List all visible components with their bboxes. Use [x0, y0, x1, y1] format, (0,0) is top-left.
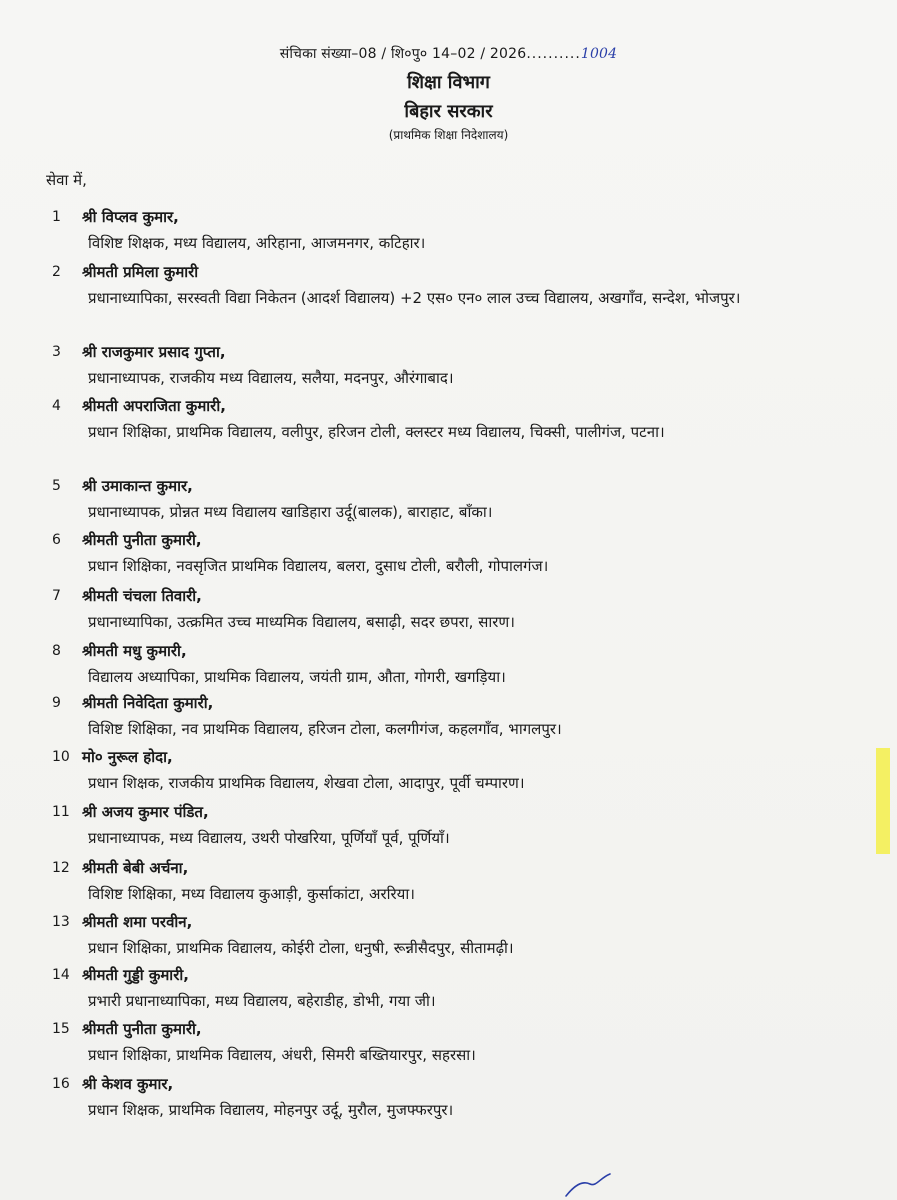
item-number: 13 [52, 914, 70, 930]
item-number: 9 [52, 695, 61, 711]
item-number: 11 [52, 804, 70, 820]
recipient-name: श्री राजकुमार प्रसाद गुप्ता, [82, 343, 226, 361]
recipient-name: श्रीमती शमा परवीन, [82, 913, 193, 931]
recipient-name: मो० नुरूल होदा, [82, 748, 173, 766]
recipient-designation: प्रधान शिक्षिका, नवसृजित प्राथमिक विद्यालय, बलरा, दुसाध टोली, बरौली, गोपालगंज। [88, 557, 549, 575]
handwritten-number: 1004 [580, 46, 618, 62]
signature-mark [560, 1168, 620, 1198]
government-title: बिहार सरकार [404, 101, 493, 122]
department-title: शिक्षा विभाग [407, 72, 490, 93]
item-number: 5 [52, 478, 61, 494]
item-number: 10 [52, 749, 70, 765]
item-number: 2 [52, 264, 61, 280]
recipient-name: श्रीमती प्रमिला कुमारी [82, 263, 199, 281]
item-number: 15 [52, 1021, 70, 1037]
recipient-designation: प्रधानाध्यापक, मध्य विद्यालय, उथरी पोखरिया, पूर्णियाँ पूर्व, पूर्णियाँ। [88, 829, 450, 847]
recipient-name: श्री विप्लव कुमार, [82, 208, 179, 226]
recipient-name: श्री उमाकान्त कुमार, [82, 477, 193, 495]
recipient-designation: प्रधानाध्यापिका, उत्क्रमित उच्च माध्यमिक विद्यालय, बसाढ़ी, सदर छपरा, सारण। [88, 613, 515, 631]
item-number: 6 [52, 532, 61, 548]
recipient-name: श्रीमती चंचला तिवारी, [82, 587, 202, 605]
recipient-name: श्रीमती बेबी अर्चना, [82, 859, 189, 877]
recipient-designation: प्रभारी प्रधानाध्यापिका, मध्य विद्यालय, बहेराडीह, डोभी, गया जी। [88, 992, 436, 1010]
recipient-designation: विशिष्ट शिक्षिका, नव प्राथमिक विद्यालय, हरिजन टोला, कलगीगंज, कहलगाँव, भागलपुर। [88, 720, 562, 738]
item-number: 1 [52, 209, 61, 225]
directorate-subtitle: (प्राथमिक शिक्षा निदेशालय) [388, 128, 509, 142]
recipient-designation: प्रधान शिक्षिका, प्राथमिक विद्यालय, कोईरी टोला, धनुषी, रून्नीसैदपुर, सीतामढ़ी। [88, 939, 514, 957]
recipient-name: श्रीमती पुनीता कुमारी, [82, 531, 202, 549]
recipient-designation: प्रधानाध्यापक, प्रोन्नत मध्य विद्यालय खाडिहारा उर्दू(बालक), बाराहाट, बाँका। [88, 503, 493, 521]
recipient-designation: प्रधान शिक्षिका, प्राथमिक विद्यालय, वलीपुर, हरिजन टोली, क्लस्टर मध्य विद्यालय, चिक्सी, पालीगंज, पटना। [88, 423, 665, 441]
salutation: सेवा में, [46, 171, 87, 189]
highlighter-mark [876, 748, 890, 854]
recipient-designation: विद्यालय अध्यापिका, प्राथमिक विद्यालय, जयंती ग्राम, औता, गोगरी, खगड़िया। [88, 668, 506, 686]
recipient-name: श्रीमती पुनीता कुमारी, [82, 1020, 202, 1038]
recipient-name: श्री अजय कुमार पंडित, [82, 803, 209, 821]
recipient-name: श्रीमती अपराजिता कुमारी, [82, 397, 226, 415]
recipient-name: श्रीमती निवेदिता कुमारी, [82, 694, 214, 712]
recipient-name: श्रीमती मधु कुमारी, [82, 642, 187, 660]
recipient-name: श्रीमती गुड्डी कुमारी, [82, 966, 189, 984]
item-number: 8 [52, 643, 61, 659]
item-number: 4 [52, 398, 61, 414]
item-number: 14 [52, 967, 70, 983]
item-number: 12 [52, 860, 70, 876]
item-number: 7 [52, 588, 61, 604]
recipient-designation: प्रधानाध्यापिका, सरस्वती विद्या निकेतन (आदर्श विद्यालय) +2 एस० एन० लाल उच्च विद्यालय, अखगाँव, सन्देश, भोजपुर। [88, 289, 741, 307]
recipient-designation: विशिष्ट शिक्षिका, मध्य विद्यालय कुआड़ी, कुर्साकांटा, अररिया। [88, 885, 415, 903]
reference-dots: .......... [526, 46, 581, 62]
recipient-designation: प्रधान शिक्षक, प्राथमिक विद्यालय, मोहनपुर उर्दू, मुरौल, मुजफ्फरपुर। [88, 1101, 454, 1119]
recipient-name: श्री केशव कुमार, [82, 1075, 174, 1093]
recipient-designation: प्रधान शिक्षिका, प्राथमिक विद्यालय, अंधरी, सिमरी बख्तियारपुर, सहरसा। [88, 1046, 476, 1064]
recipient-designation: प्रधान शिक्षक, राजकीय प्राथमिक विद्यालय, शेखवा टोला, आदापुर, पूर्वी चम्पारण। [88, 774, 525, 792]
reference-number [0, 44, 897, 63]
item-number: 16 [52, 1076, 70, 1092]
reference-number-text: संचिका संख्या–08 / शि०पु० 14–02 / 2026 [279, 46, 527, 62]
recipient-designation: विशिष्ट शिक्षक, मध्य विद्यालय, अरिहाना, आजमनगर, कटिहार। [88, 234, 426, 252]
recipient-designation: प्रधानाध्यापक, राजकीय मध्य विद्यालय, सलैया, मदनपुर, औरंगाबाद। [88, 369, 454, 387]
item-number: 3 [52, 344, 61, 360]
